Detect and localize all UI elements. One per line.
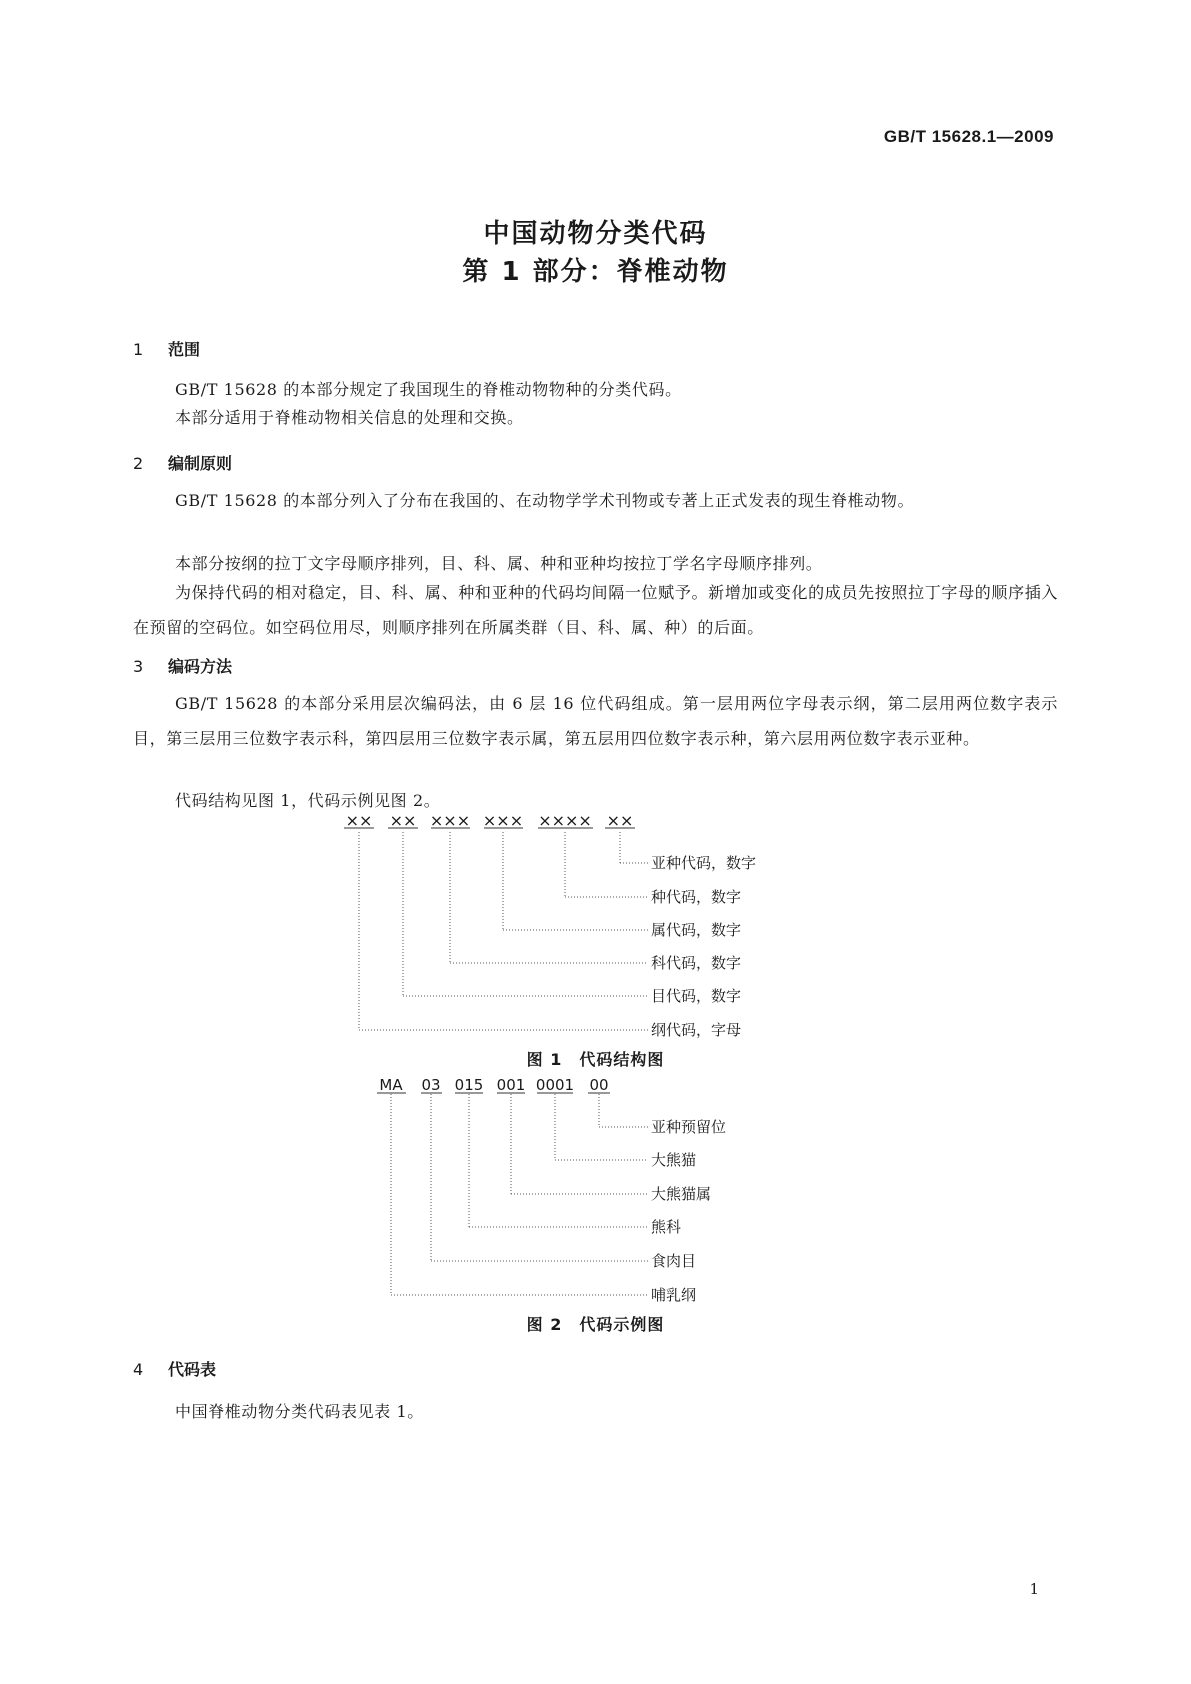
page-number: 1	[1029, 1580, 1039, 1598]
example-label-class: 哺乳纲	[651, 1286, 697, 1304]
paragraph: 代码结构见图 1，代码示例见图 2。	[175, 791, 441, 810]
example-segment-species: 0001	[535, 1076, 575, 1094]
paragraph: 为保持代码的相对稳定，目、科、属、种和亚种的代码均间隔一位赋予。新增加或变化的成员先按照拉丁字母的顺序插入在预留的空码位。如空码位用尽，则顺序排列在所属类群（目、科、属、种）的后面。	[133, 583, 1058, 637]
code-segment-genus: ×××	[482, 811, 524, 830]
section-heading-principles	[133, 451, 232, 474]
figure-1-code-structure	[0, 810, 1191, 1050]
example-segment-class: MA	[379, 1076, 403, 1094]
section-number: 4	[133, 1360, 144, 1379]
example-label-genus: 大熊猫属	[651, 1185, 712, 1203]
code-segment-class: ××	[345, 811, 373, 830]
code-segment-subspecies: ××	[606, 811, 634, 830]
example-label-subspecies: 亚种预留位	[651, 1118, 727, 1136]
label-class: 纲代码，字母	[651, 1021, 742, 1039]
document-title: 中国动物分类代码	[483, 219, 708, 249]
label-genus: 属代码，数字	[651, 921, 742, 939]
paragraph: GB/T 15628 的本部分列入了分布在我国的、在动物学学术刊物或专著上正式发表的现生脊椎动物。	[175, 491, 915, 510]
section-number: 2	[133, 454, 144, 473]
paragraph: 中国脊椎动物分类代码表见表 1。	[175, 1402, 424, 1421]
example-segment-subspecies: 00	[589, 1076, 609, 1094]
paragraph: GB/T 15628 的本部分规定了我国现生的脊椎动物物种的分类代码。	[175, 380, 682, 399]
document-subtitle: 第 1 部分：脊椎动物	[462, 257, 729, 287]
section-heading-coding-method	[133, 654, 232, 677]
section-title: 代码表	[168, 1360, 217, 1379]
section-title: 范围	[168, 340, 201, 359]
example-segment-family: 015	[454, 1076, 484, 1094]
label-order: 目代码，数字	[651, 987, 742, 1005]
section-heading-scope	[133, 337, 200, 360]
label-species: 种代码，数字	[651, 888, 742, 906]
example-segment-genus: 001	[496, 1076, 526, 1094]
code-segment-family: ×××	[429, 811, 471, 830]
paragraph: 本部分适用于脊椎动物相关信息的处理和交换。	[175, 408, 524, 427]
standard-code: GB/T 15628.1—2009	[883, 127, 1054, 146]
section-title: 编制原则	[168, 454, 233, 473]
label-subspecies: 亚种代码，数字	[651, 854, 757, 872]
paragraph: GB/T 15628 的本部分采用层次编码法，由 6 层 16 位代码组成。第一层用两位字母表示纲，第二层用两位数字表示目，第三层用三位数字表示科，第四层用三位数字表示属，第五层用四位数字表示种，第六层用两位数字表示亚种。	[133, 694, 1058, 748]
example-label-order: 食肉目	[651, 1252, 697, 1270]
label-family: 科代码，数字	[651, 954, 742, 972]
figure-2-code-example	[0, 1072, 1191, 1312]
paragraph: 本部分按纲的拉丁文字母顺序排列，目、科、属、种和亚种均按拉丁学名字母顺序排列。	[175, 554, 823, 573]
figure-2-caption: 图 2 代码示例图	[526, 1315, 665, 1334]
section-number: 3	[133, 657, 144, 676]
code-segment-species: ××××	[538, 811, 592, 830]
section-title: 编码方法	[168, 657, 233, 676]
section-heading-code-table	[133, 1357, 216, 1380]
section-number: 1	[133, 340, 144, 359]
example-label-family: 熊科	[651, 1218, 682, 1236]
example-segment-order: 03	[421, 1076, 441, 1094]
code-segment-order: ××	[389, 811, 417, 830]
figure-1-caption: 图 1 代码结构图	[526, 1050, 665, 1069]
example-label-species: 大熊猫	[651, 1151, 697, 1169]
